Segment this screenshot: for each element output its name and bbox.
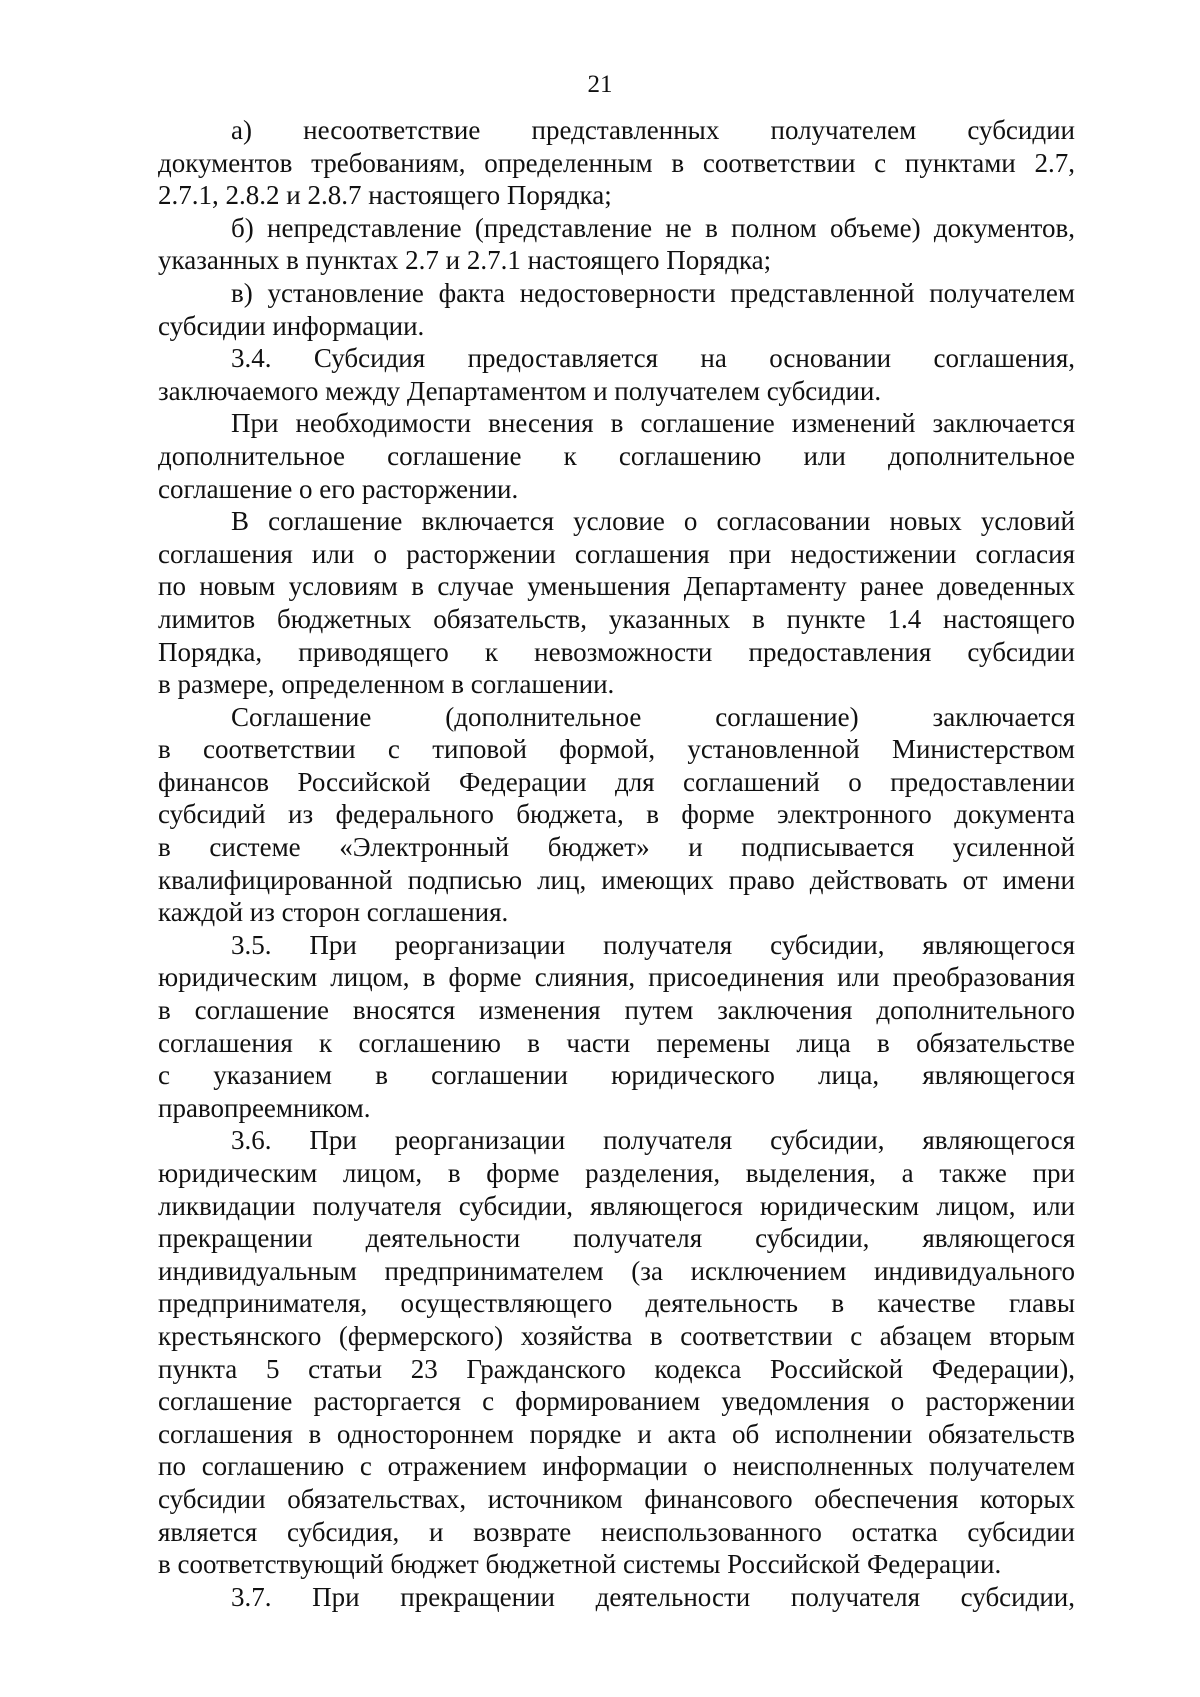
text-line: с указанием в соглашении юридического лица, являющегося	[158, 1060, 1075, 1091]
text-line: субсидии обязательствах, источником финансового обеспечения которых	[158, 1483, 1075, 1514]
text-line: в соглашение вносятся изменения путем заключения дополнительного	[158, 995, 1075, 1026]
text-line: правопреемником.	[158, 1092, 371, 1123]
text-line: соглашения в одностороннем порядке и акта об исполнении обязательств	[158, 1418, 1075, 1449]
text-line: дополнительное соглашение к соглашению или дополнительное	[158, 440, 1075, 471]
text-line: ликвидации получателя субсидии, являющегося юридическим лицом, или	[158, 1190, 1075, 1221]
text-line: б) непредставление (представление не в полном объеме) документов,	[231, 212, 1075, 243]
text-line: соглашение о его расторжении.	[158, 473, 519, 504]
text-line: 2.7.1, 2.8.2 и 2.8.7 настоящего Порядка;	[158, 180, 612, 211]
text-line: 3.4. Субсидия предоставляется на основании соглашения,	[231, 343, 1075, 374]
text-line: указанных в пунктах 2.7 и 2.7.1 настоящего Порядка;	[158, 245, 772, 276]
text-line: юридическим лицом, в форме слияния, присоединения или преобразования	[158, 962, 1075, 993]
text-line: субсидий из федерального бюджета, в форме электронного документа	[158, 799, 1075, 830]
text-line: соглашения или о расторжении соглашения при недостижении согласия	[158, 538, 1075, 569]
text-line: 3.7. При прекращении деятельности получателя субсидии,	[231, 1581, 1075, 1612]
text-line: В соглашение включается условие о согласовании новых условий	[231, 506, 1075, 537]
text-line: соглашения к соглашению в части перемены лица в обязательстве	[158, 1027, 1075, 1058]
text-line: Порядка, приводящего к невозможности предоставления субсидии	[158, 636, 1075, 667]
text-line: в соответствующий бюджет бюджетной системы Российской Федерации.	[158, 1549, 1002, 1580]
text-line: в размере, определенном в соглашении.	[158, 669, 615, 700]
text-line: прекращении деятельности получателя субсидии, являющегося	[158, 1223, 1075, 1254]
text-line: по соглашению с отражением информации о неисполненных получателем	[158, 1451, 1075, 1482]
document-body	[158, 114, 1075, 1613]
text-line: в системе «Электронный бюджет» и подписывается усиленной	[158, 832, 1075, 863]
text-line: Соглашение (дополнительное соглашение) заключается	[231, 701, 1075, 732]
text-line: субсидии информации.	[158, 310, 425, 341]
text-line: заключаемого между Департаментом и получателем субсидии.	[158, 375, 882, 406]
text-line: лимитов бюджетных обязательств, указанных в пункте 1.4 настоящего	[158, 603, 1075, 634]
text-line: 3.5. При реорганизации получателя субсидии, являющегося	[231, 929, 1075, 960]
text-line: пункта 5 статьи 23 Гражданского кодекса Российской Федерации),	[158, 1353, 1075, 1384]
text-line: является субсидия, и возврате неиспользованного остатка субсидии	[158, 1516, 1075, 1547]
text-line: При необходимости внесения в соглашение изменений заключается	[231, 408, 1075, 439]
text-line: каждой из сторон соглашения.	[158, 897, 509, 928]
text-line: квалифицированной подписью лиц, имеющих право действовать от имени	[158, 864, 1075, 895]
text-line: а) несоответствие представленных получателем субсидии	[231, 115, 1075, 145]
text-line: в соответствии с типовой формой, установленной Министерством	[158, 734, 1075, 765]
text-line: в) установление факта недостоверности представленной получателем	[231, 277, 1075, 308]
text-line: крестьянского (фермерского) хозяйства в соответствии с абзацем вторым	[158, 1320, 1075, 1351]
text-line: 3.6. При реорганизации получателя субсидии, являющегося	[231, 1125, 1075, 1156]
text-line: индивидуальным предпринимателем (за исключением индивидуального	[158, 1255, 1075, 1286]
page-number: 21	[587, 71, 613, 98]
text-line: документов требованиям, определенным в соответствии с пунктами 2.7,	[158, 147, 1075, 178]
text-line: финансов Российской Федерации для соглашений о предоставлении	[158, 766, 1075, 797]
text-line: предпринимателя, осуществляющего деятельность в качестве главы	[158, 1288, 1075, 1319]
text-line: соглашение расторгается с формированием уведомления о расторжении	[158, 1386, 1075, 1417]
text-line: юридическим лицом, в форме разделения, выделения, а также при	[158, 1158, 1075, 1188]
text-line: по новым условиям в случае уменьшения Департаменту ранее доведенных	[158, 571, 1075, 602]
